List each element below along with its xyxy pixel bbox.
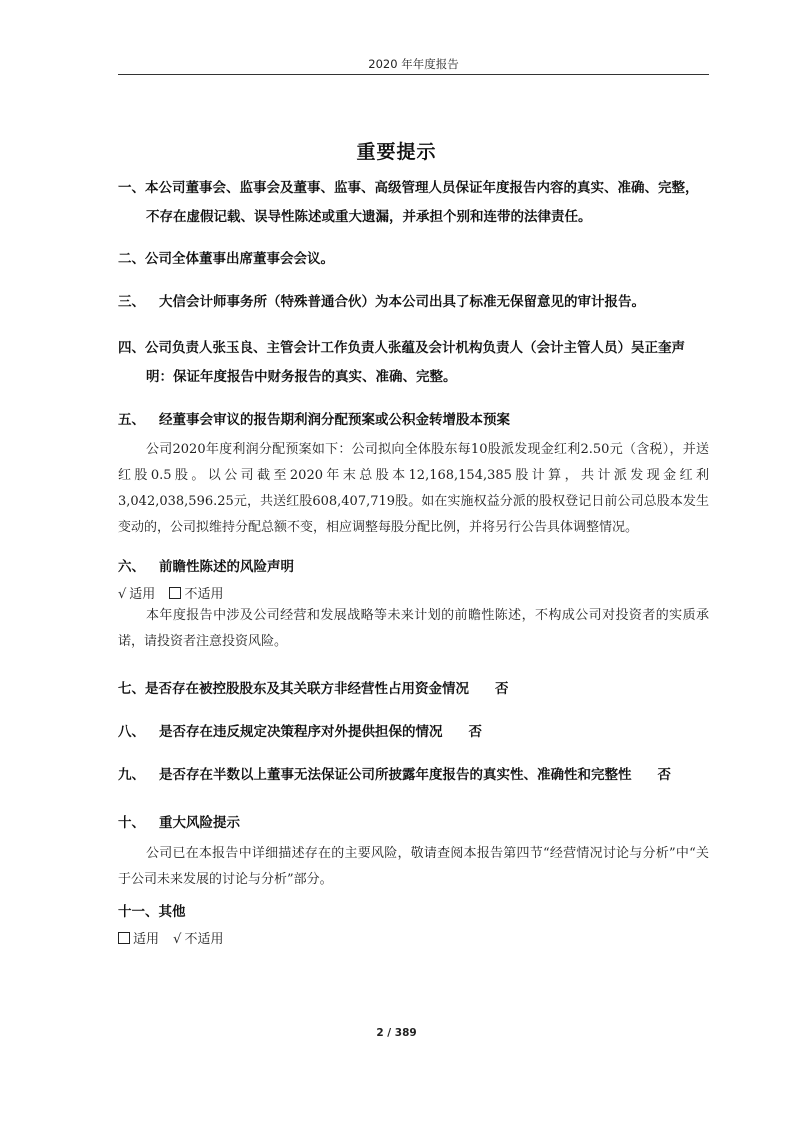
section-4-line2: 明：保证年度报告中财务报告的真实、准确、完整。 — [146, 369, 457, 385]
section-6 — [118, 553, 718, 582]
section-3-heading: 大信会计师事务所（特殊普通合伙）为本公司出具了标准无保留意见的审计报告。 — [159, 294, 645, 310]
section-11-checkbox-row — [118, 930, 223, 950]
section-10-heading: 重大风险提示 — [159, 815, 240, 831]
section-10-number: 十、 — [118, 815, 145, 831]
section-7-answer: 否 — [495, 681, 509, 697]
section-8-heading: 是否存在违反规定决策程序对外提供担保的情况 — [159, 724, 443, 740]
section-6-checkbox-row — [118, 585, 223, 605]
section-3 — [118, 288, 718, 317]
section-9-answer: 否 — [657, 767, 671, 783]
section-3-number: 三、 — [118, 294, 145, 310]
section-4-line1: 四、公司负责人张玉良、主管会计工作负责人张蕴及会计机构负责人（会计主管人员）吴正奎声 — [118, 340, 685, 356]
section-9-number: 九、 — [118, 767, 145, 783]
section-7 — [118, 675, 718, 704]
checkbox-empty-icon — [169, 587, 181, 599]
header-divider — [118, 74, 709, 75]
section-6-body: 本年度报告中涉及公司经营和发展战略等未来计划的前瞻性陈述，不构成公司对投资者的实质承诺，请投资者注意投资风险。 — [118, 608, 709, 649]
section-8-number: 八、 — [118, 724, 145, 740]
section-5-heading: 经董事会审议的报告期利润分配预案或公积金转增股本预案 — [159, 412, 510, 428]
check-icon: √ — [173, 932, 182, 947]
section-11: 十一、其他 — [118, 904, 186, 920]
section-9 — [118, 761, 718, 790]
section-2: 二、公司全体董事出席董事会会议。 — [118, 251, 334, 267]
section-10 — [118, 809, 718, 838]
section-1-line2: 不存在虚假记载、误导性陈述或重大遗漏，并承担个别和连带的法律责任。 — [146, 209, 592, 225]
section-5 — [118, 406, 718, 435]
page-number: 2 / 389 — [376, 1027, 417, 1039]
section-4 — [118, 334, 718, 392]
section-8 — [118, 718, 718, 747]
section-6-applicable-option: √ 适用 — [118, 585, 155, 605]
section-11-not-applicable-option: √ 不适用 — [173, 930, 223, 950]
section-6-number: 六、 — [118, 559, 145, 575]
section-5-body: 公司2020年度利润分配预案如下：公司拟向全体股东每10股派发现金红利2.50元（含税），并送红股0.5股。以公司截至2020年末总股本12,168,154,385股计算，共计派发现金红利3,042,038,596.25元，共送红股608,407,719股。如在实施权益分派的股权登记日前公司总股本发生变动的，公司拟维持分配总额不变，相应调整每股分配比例，并将另行公告具体调整情况。 — [118, 442, 709, 535]
section-8-answer: 否 — [468, 724, 482, 740]
section-7-heading: 七、是否存在被控股股东及其关联方非经营性占用资金情况 — [118, 681, 469, 697]
check-icon: √ — [118, 587, 127, 602]
section-1 — [118, 174, 718, 232]
section-1-line1: 一、本公司董事会、监事会及董事、监事、高级管理人员保证年度报告内容的真实、准确、完整， — [118, 180, 699, 196]
page-title: 重要提示 — [356, 141, 437, 163]
section-9-heading: 是否存在半数以上董事无法保证公司所披露年度报告的真实性、准确性和完整性 — [159, 767, 632, 783]
section-6-heading: 前瞻性陈述的风险声明 — [159, 559, 294, 575]
section-10-body: 公司已在本报告中详细描述存在的主要风险，敬请查阅本报告第四节“经营情况讨论与分析”中“关于公司未来发展的讨论与分析”部分。 — [118, 846, 709, 887]
checkbox-empty-icon — [118, 932, 130, 944]
section-5-number: 五、 — [118, 412, 145, 428]
section-11-applicable-option: 适用 — [118, 930, 159, 950]
section-6-not-applicable-option: 不适用 — [169, 585, 223, 605]
page-header: 2020 年年度报告 — [368, 57, 459, 71]
